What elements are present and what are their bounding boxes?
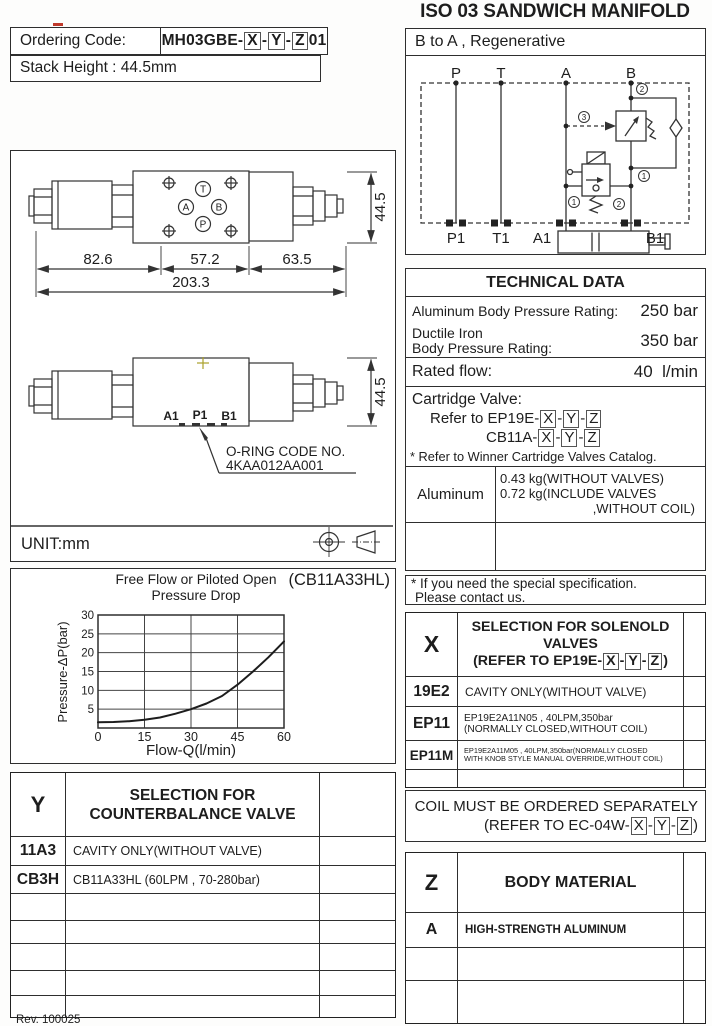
- token-sep: -: [641, 653, 647, 669]
- x-row-code: EP11: [406, 707, 458, 741]
- weight-empty-cell: [406, 523, 496, 570]
- valve-dimension-drawings: [11, 151, 393, 559]
- ductile-label-line1: Ductile Iron: [412, 324, 483, 341]
- token-sep: -: [555, 429, 561, 446]
- circuit-port-t1: T1: [492, 230, 510, 247]
- ductile-pressure-value: 350 bar: [640, 330, 698, 350]
- x-row-spare: [684, 707, 705, 741]
- x-row-desc: [458, 677, 684, 707]
- x-row-empty: [458, 770, 684, 787]
- token-y: Y: [561, 429, 577, 447]
- svg-text:25: 25: [81, 628, 94, 641]
- x-row-desc: [458, 707, 684, 741]
- circuit-port-a1: A1: [532, 230, 552, 247]
- dim-82-6: 82.6: [83, 251, 113, 268]
- z-row-empty: [458, 948, 684, 981]
- y-row-spare: [320, 866, 395, 894]
- circuit-port-b: B: [625, 65, 637, 82]
- rated-flow-value: 40 l/min: [633, 362, 698, 381]
- cartridge-refer-ep19e: [406, 409, 705, 428]
- ordering-code-suffix: 01: [308, 31, 327, 49]
- svg-text:60: 60: [277, 730, 291, 744]
- page-title: ISO 03 SANDWICH MANIFOLD: [420, 1, 690, 22]
- x-row-empty: [684, 770, 705, 787]
- svg-text:10: 10: [81, 685, 94, 698]
- x-selection-table: [405, 612, 706, 788]
- special-note-line2: Please contact us.: [415, 590, 526, 605]
- drawing-port-a: A: [182, 202, 190, 214]
- x-row-code: EP11M: [406, 741, 458, 770]
- svg-text:0: 0: [94, 730, 102, 744]
- y-table-title-line1: SELECTION FOR: [129, 786, 256, 804]
- chart-title-line1: Free Flow or Piloted Open: [115, 572, 277, 587]
- ordering-code-value: [161, 32, 327, 50]
- x-row-desc: [458, 741, 684, 770]
- coil-note-line2: [406, 816, 698, 835]
- token-x: X: [603, 653, 618, 670]
- y-row-empty: [66, 944, 320, 971]
- callout-1: 1: [641, 172, 647, 181]
- weight-line3: ,WITHOUT COIL): [592, 501, 695, 516]
- circuit-port-p: P: [450, 65, 462, 82]
- x-row-desc-line1: EP19E2A11M05 , 40LPM,350bar(NORMALLY CLOSED: [464, 745, 648, 755]
- y-row-spare: [320, 837, 395, 866]
- token-x: X: [540, 410, 556, 428]
- cartridge-catalog-note: * Refer to Winner Cartridge Valves Catalog.: [410, 449, 657, 464]
- pressure-drop-chart: [11, 569, 393, 761]
- drawings-box: [10, 150, 396, 562]
- dim-44-5-side: 44.5: [372, 377, 389, 407]
- weight-empty-cell: [496, 523, 705, 570]
- circuit-port-a: A: [560, 65, 572, 82]
- ordering-code-box: [10, 27, 328, 55]
- cartridge-refer-cb11a: [406, 428, 705, 447]
- circuit-port-b1: B1: [645, 230, 665, 247]
- y-row-desc: [66, 866, 320, 894]
- token-sep: -: [670, 817, 676, 834]
- y-row-empty: [320, 894, 395, 921]
- aluminum-pressure-value: 250 bar: [640, 300, 698, 320]
- coil-order-note: [405, 790, 706, 842]
- z-row-empty: [406, 948, 458, 981]
- red-scan-mark: [53, 23, 63, 26]
- y-row-empty: [11, 971, 66, 996]
- y-table-title: [66, 773, 320, 837]
- chart-model-note: (CB11A33HL): [288, 571, 390, 589]
- x-table-title-line2: [473, 653, 668, 670]
- footer-revision: Rev. 100025: [16, 1014, 81, 1026]
- token-sep: -: [580, 410, 586, 427]
- x-row-desc-line1: EP19E2A11N05 , 40LPM,350bar: [464, 712, 613, 724]
- technical-data-box: [405, 268, 706, 571]
- tech-row-ductile-pressure: [406, 324, 705, 358]
- drawing-port-p: P: [199, 219, 207, 231]
- stack-height-box: Stack Height : 44.5mm: [10, 55, 321, 82]
- weight-value-cell: [496, 467, 705, 523]
- dim-203-3: 203.3: [172, 274, 210, 291]
- coil-note-line1: COIL MUST BE ORDERED SEPARATELY: [414, 798, 698, 815]
- side-port-b1: B1: [221, 409, 237, 423]
- unit-label: UNIT:mm: [21, 535, 90, 553]
- paren-close: ): [663, 653, 668, 669]
- y-row-empty: [11, 921, 66, 944]
- token-z: Z: [586, 410, 601, 428]
- special-note-line1: * If you need the special specification.: [411, 576, 637, 591]
- token-z: Z: [648, 653, 663, 670]
- drawing-port-b: B: [215, 202, 223, 214]
- token-sep: -: [557, 410, 563, 427]
- circuit-box: [405, 28, 706, 255]
- z-row-empty: [458, 981, 684, 1023]
- y-table-title-line2: COUNTERBALANCE VALVE: [89, 805, 296, 823]
- svg-text:30: 30: [184, 730, 198, 744]
- z-table-title: BODY MATERIAL: [458, 853, 684, 913]
- token-y: Y: [563, 410, 579, 428]
- rated-flow-label: Rated flow:: [412, 363, 493, 380]
- dim-57-2: 57.2: [190, 251, 220, 268]
- token-x: X: [244, 32, 261, 50]
- x-table-title: [458, 613, 684, 677]
- x-row-desc-line2: (NORMALLY CLOSED,WITHOUT COIL): [464, 723, 648, 735]
- y-row-desc: [66, 837, 320, 866]
- token-y: Y: [268, 32, 285, 50]
- y-row-code: CB3H: [11, 866, 66, 894]
- cartridge-refer1-prefix: Refer to EP19E-: [430, 410, 540, 427]
- token-z: Z: [677, 817, 692, 835]
- circuit-port-p1: P1: [446, 230, 466, 247]
- token-sep: -: [578, 429, 584, 446]
- y-row-desc-text: CAVITY ONLY(WITHOUT VALVE): [73, 844, 262, 858]
- y-row-empty: [66, 894, 320, 921]
- y-row-empty: [320, 921, 395, 944]
- x-row-empty: [406, 770, 458, 787]
- y-table-code-header: Y: [11, 773, 66, 837]
- callout-2: 2: [639, 85, 645, 94]
- svg-text:5: 5: [87, 704, 94, 717]
- token-y: Y: [625, 653, 640, 670]
- y-row-empty: [11, 894, 66, 921]
- z-table-code-header: Z: [406, 853, 458, 913]
- token-x: X: [538, 429, 554, 447]
- y-row-empty: [320, 944, 395, 971]
- x-table-title-line1: SELECTION FOR SOLENOLD VALVES: [471, 619, 670, 652]
- pressure-drop-chart-box: [10, 568, 396, 764]
- callout-3: 3: [581, 113, 587, 122]
- x-row-code: 19E2: [406, 677, 458, 707]
- z-table-header-spare: [684, 853, 705, 913]
- coil-note-prefix: (REFER TO EC-04W-: [483, 817, 630, 834]
- circuit-subtitle: B to A , Regenerative: [406, 29, 705, 56]
- y-row-empty: [11, 944, 66, 971]
- dim-63-5: 63.5: [282, 251, 312, 268]
- side-port-a1: A1: [163, 409, 179, 423]
- svg-text:15: 15: [137, 730, 152, 744]
- token-y: Y: [654, 817, 670, 835]
- token-sep: -: [285, 31, 292, 49]
- z-row-empty: [406, 981, 458, 1023]
- ductile-pressure-label: [406, 326, 552, 356]
- x-title-prefix: (REFER TO EP19E-: [473, 653, 603, 669]
- y-row-code: 11A3: [11, 837, 66, 866]
- svg-text:15: 15: [81, 666, 94, 679]
- y-selection-table: [10, 772, 396, 1018]
- y-row-empty: [66, 971, 320, 996]
- side-port-p1: P1: [192, 408, 208, 422]
- ductile-label-line2: Body Pressure Rating:: [412, 339, 553, 356]
- aluminum-pressure-label: Aluminum Body Pressure Rating:: [412, 302, 619, 319]
- cartridge-valve-label: Cartridge Valve:: [412, 391, 522, 408]
- y-row-empty: [66, 921, 320, 944]
- y-row-desc-text: CB11A33HL (60LPM , 70-280bar): [73, 872, 260, 887]
- weight-material-cell: Aluminum: [406, 467, 496, 523]
- chart-title-line2: Pressure Drop: [151, 588, 241, 603]
- ordering-code-prefix: MH03GBE-: [161, 31, 244, 49]
- cartridge-refer2-prefix: CB11A-: [486, 429, 538, 446]
- z-row-code: A: [406, 913, 458, 948]
- z-row-desc: [458, 913, 684, 948]
- x-row-spare: [684, 741, 705, 770]
- token-sep: -: [261, 31, 268, 49]
- weight-table: [406, 466, 705, 570]
- y-row-empty: [320, 996, 395, 1017]
- svg-text:20: 20: [81, 647, 94, 660]
- z-body-material-table: [405, 852, 706, 1024]
- z-row-empty: [684, 981, 705, 1023]
- z-row-desc-text: HIGH-STRENGTH ALUMINUM: [465, 924, 627, 936]
- technical-data-title: TECHNICAL DATA: [406, 269, 705, 297]
- x-row-desc-text: CAVITY ONLY(WITHOUT VALVE): [465, 684, 647, 699]
- svg-text:45: 45: [230, 730, 245, 744]
- hydraulic-circuit-diagram: [406, 56, 704, 254]
- x-row-desc-line2: WITH KNOB STYLE MANUAL OVERRIDE,WITHOUT COIL): [464, 754, 663, 763]
- y-row-empty: [66, 996, 320, 1017]
- chart-xlabel: Flow-Q(l/min): [146, 742, 236, 759]
- tech-row-aluminum-pressure: [406, 297, 705, 324]
- z-row-spare: [684, 913, 705, 948]
- x-table-code-header: X: [406, 613, 458, 677]
- tech-cartridge-section: [406, 387, 705, 449]
- tech-row-rated-flow: [406, 358, 705, 387]
- oring-code-value: 4KAA012AA001: [226, 458, 324, 473]
- x-table-header-spare: [684, 613, 705, 677]
- y-row-empty: [320, 971, 395, 996]
- paren-close: ): [693, 817, 698, 834]
- circuit-port-t: T: [496, 65, 506, 82]
- y-table-header-spare: [320, 773, 395, 837]
- oring-code-label: O-RING CODE NO.: [226, 444, 346, 459]
- token-sep: -: [619, 653, 625, 669]
- callout-2b: 2: [616, 200, 622, 209]
- drawing-port-t: T: [199, 184, 207, 196]
- weight-line2: 0.72 kg(INCLUDE VALVES: [500, 486, 657, 501]
- z-row-empty: [684, 948, 705, 981]
- weight-line1: 0.43 kg(WITHOUT VALVES): [500, 471, 664, 486]
- x-row-spare: [684, 677, 705, 707]
- token-z: Z: [292, 32, 308, 50]
- token-z: Z: [584, 429, 599, 447]
- svg-text:30: 30: [81, 610, 94, 622]
- special-specification-note: [405, 575, 706, 605]
- token-sep: -: [647, 817, 653, 834]
- chart-ylabel: Pressure-ΔP(bar): [55, 621, 70, 723]
- token-x: X: [631, 817, 647, 835]
- callout-1b: 1: [571, 198, 577, 207]
- ordering-code-label: Ordering Code:: [11, 28, 161, 54]
- dim-44-5-top: 44.5: [372, 192, 389, 222]
